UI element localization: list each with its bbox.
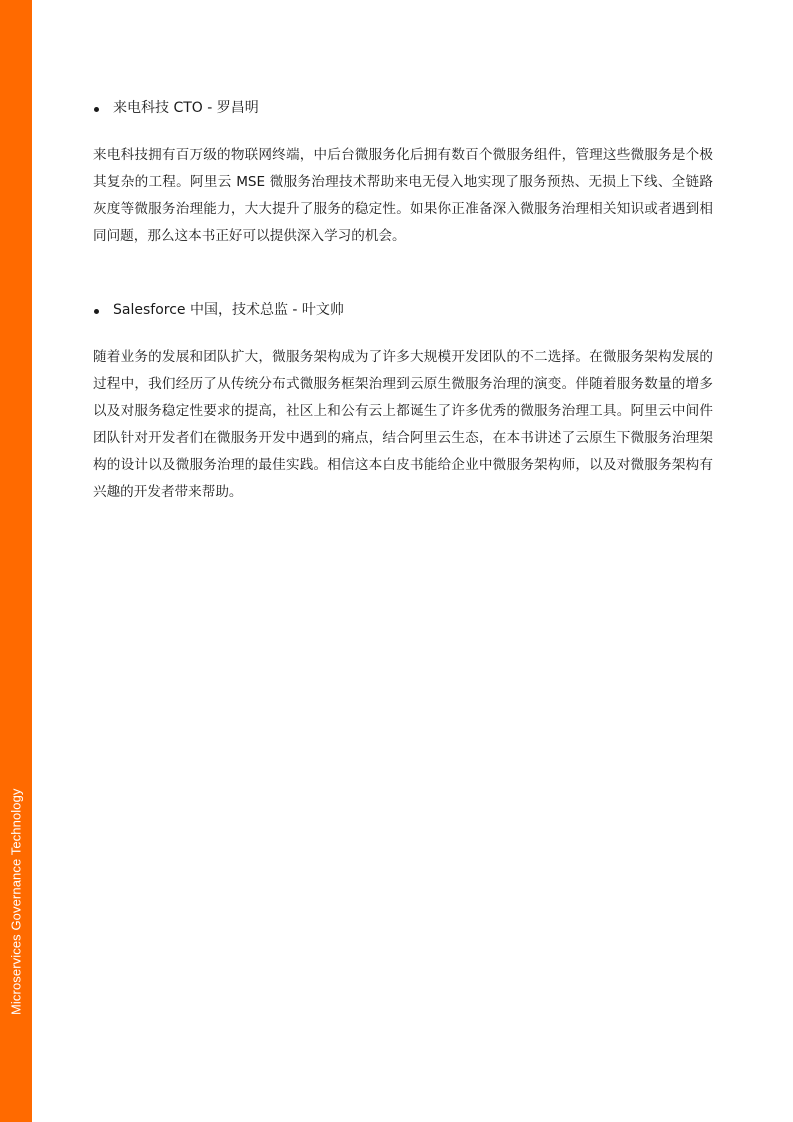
endorsement-paragraph: 来电科技拥有百万级的物联网终端，中后台微服务化后拥有数百个微服务组件，管理这些微服务是个极其复杂的工程。阿里云 MSE 微服务治理技术帮助来电无侵入地实现了服务预热、无损上下线、全链路灰度等微服务治理能力，大大提升了服务的稳定性。如果你正准备深入微服务治理相关知识或者遇到相同问题，那么这本书正好可以提供深入学习的机会。 <box>93 147 713 244</box>
endorsement-section <box>93 98 713 250</box>
bullet-icon <box>94 309 99 314</box>
endorsement-heading <box>93 98 713 118</box>
endorsement-heading <box>93 300 713 320</box>
endorsement-section <box>93 300 713 506</box>
endorsement-heading-text: Salesforce 中国，技术总监 - 叶文帅 <box>113 302 344 318</box>
endorsement-paragraph: 随着业务的发展和团队扩大，微服务架构成为了许多大规模开发团队的不二选择。在微服务架构发展的过程中，我们经历了从传统分布式微服务框架治理到云原生微服务治理的演变。伴随着服务数量的增多以及对服务稳定性要求的提高，社区上和公有云上都诞生了许多优秀的微服务治理工具。阿里云中间件团队针对开发者们在微服务开发中遇到的痛点，结合阿里云生态，在本书讲述了云原生下微服务治理架构的设计以及微服务治理的最佳实践。相信这本白皮书能给企业中微服务架构师，以及对微服务架构有兴趣的开发者带来帮助。 <box>93 349 713 500</box>
bullet-icon <box>94 107 99 112</box>
side-accent-bar <box>0 0 32 1122</box>
side-bar-label: Microservices Governance Technology <box>8 788 24 1015</box>
endorsement-heading-text: 来电科技 CTO - 罗昌明 <box>113 100 259 116</box>
